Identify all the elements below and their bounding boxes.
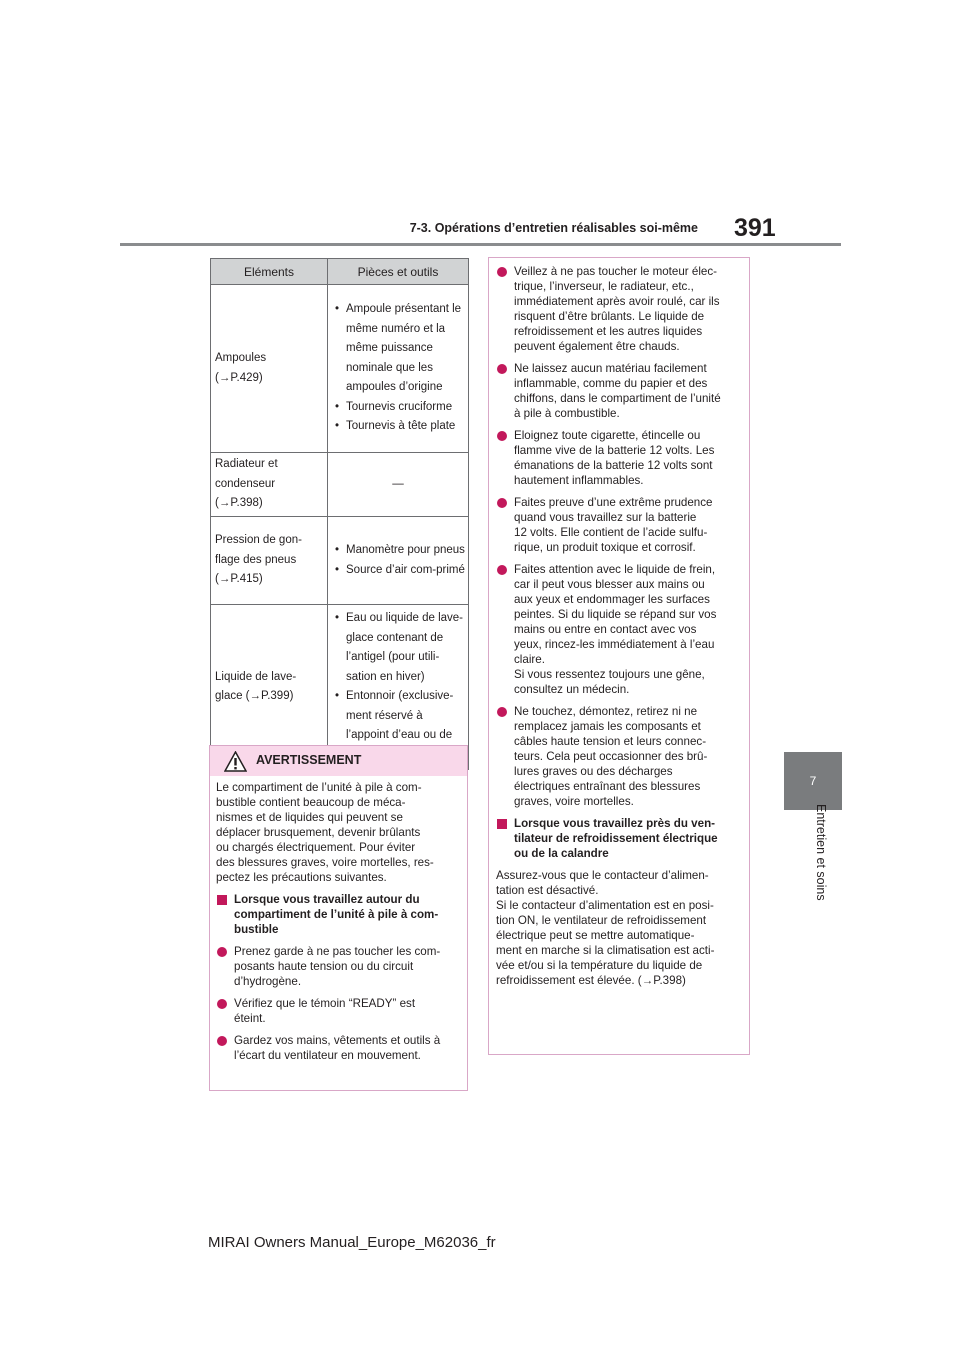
bullet-item: Vérifiez que le témoin “READY” est éteint. bbox=[216, 996, 461, 1026]
footer-text: MIRAI Owners Manual_Europe_M62036_fr bbox=[208, 1234, 496, 1251]
list-item: • Tournevis cruciforme bbox=[331, 398, 465, 418]
warning-body bbox=[216, 780, 461, 1070]
warning-title: AVERTISSEMENT bbox=[256, 753, 362, 767]
bullet-item: Ne touchez, démontez, retirez ni ne remplacez jamais les composants et câbles haute tension et leurs connec- teurs. Cela peut occasionner des brû- lures graves ou des décharges électriques entraînant des blessures graves, voire mortelles. bbox=[496, 704, 743, 809]
parts-table bbox=[210, 258, 469, 770]
table-header-tools: Pièces et outils bbox=[328, 259, 469, 285]
table-row bbox=[211, 453, 469, 517]
warning-continued-body bbox=[496, 264, 743, 995]
table-cell-tools bbox=[328, 453, 469, 517]
table-row bbox=[211, 285, 469, 453]
chapter-label: Entretien et soins bbox=[814, 804, 828, 901]
warning-intro: Le compartiment de l’unité à pile à com- bustible contient beaucoup de méca- nismes et de liquides qui peuvent se déplacer brusquement, devenir brûlants ou chargés électriquement. Pour éviter des blessures graves, voire mortelles, res- pectez les précautions suivantes. bbox=[216, 781, 434, 884]
list-item: • Tournevis à tête plate bbox=[331, 417, 465, 437]
bullet-item: Veillez à ne pas toucher le moteur élec- trique, l’inverseur, le radiateur, etc., immédiatement après avoir roulé, car ils risquent d’être brûlants. Le liquide de refroidissement et les autres liquides peuvent également être chauds. bbox=[496, 264, 743, 354]
paragraph: Assurez-vous que le contacteur d’alimen- tation est désactivé. Si le contacteur d’alimentation est en posi- tion ON, le ventilateur de refroidissement électrique peut se mettre automatique- ment en marche si la climatisation est acti- vée et/ou si la température du liquide de refroidissement est élevée. (→P.398) bbox=[496, 869, 715, 987]
table-cell-item: Radiateur et condenseur (→P.398) bbox=[211, 453, 328, 517]
warning-box bbox=[209, 745, 468, 1091]
warning-continued-box bbox=[488, 257, 750, 1055]
list-item: • Source d’air com-primé bbox=[331, 561, 465, 581]
list-item: • Entonnoir (exclusive-ment réservé à l’appoint d’eau ou de bbox=[331, 687, 465, 765]
bullet-item: Ne laissez aucun matériau facilement inflammable, comme du papier et des chiffons, dans le compartiment de l’unité à pile à combustible. bbox=[496, 361, 743, 421]
bullet-item: Gardez vos mains, vêtements et outils à l’écart du ventilateur en mouvement. bbox=[216, 1033, 461, 1063]
warning-header bbox=[210, 746, 467, 776]
bullet-item: Eloignez toute cigarette, étincelle ou flamme vive de la batterie 12 volts. Les émanations de la batterie 12 volts sont hautement inflammables. bbox=[496, 428, 743, 488]
section-heading: Lorsque vous travaillez autour du compartiment de l’unité à pile à com- bustible bbox=[216, 892, 461, 937]
bullet-item: Faites preuve d’une extrême prudence quand vous travaillez sur la batterie 12 volts. Elle contient de l’acide sulfu- rique, un produit toxique et corrosif. bbox=[496, 495, 743, 555]
header-rule bbox=[120, 243, 841, 246]
chapter-tab: 7 bbox=[784, 752, 842, 810]
table-row bbox=[211, 517, 469, 605]
table-cell-tools bbox=[328, 285, 469, 453]
section-heading: Lorsque vous travaillez près du ven- tilateur de refroidissement électrique ou de la calandre bbox=[496, 816, 743, 861]
warning-triangle-icon bbox=[224, 751, 247, 772]
table-header-items: Eléments bbox=[211, 259, 328, 285]
bullet-item: Prenez garde à ne pas toucher les com- posants haute tension ou du circuit d’hydrogène. bbox=[216, 944, 461, 989]
bullet-item: Faites attention avec le liquide de frein, car il peut vous blesser aux mains ou aux yeux et endommager les surfaces peintes. Si du liquide se répand sur vos mains ou entre en contact avec vos yeux, rincez-les immédiatement à l’eau claire. Si vous ressentez toujours une gêne, consultez un médecin. bbox=[496, 562, 743, 697]
list-item: • Eau ou liquide de lave-glace contenant de l’antigel (pour utili-sation en hiver) bbox=[331, 609, 465, 687]
page-number: 391 bbox=[734, 214, 776, 242]
section-title: 7-3. Opérations d’entretien réalisables soi-même bbox=[409, 221, 698, 235]
table-cell-item: Liquide de lave- glace (→P.399) bbox=[211, 605, 328, 770]
table-cell-tools bbox=[328, 517, 469, 605]
table-cell-item: Pression de gon- flage des pneus (→P.415) bbox=[211, 517, 328, 605]
empty-dash: — bbox=[392, 477, 404, 490]
table-cell-item: Ampoules (→P.429) bbox=[211, 285, 328, 453]
table-header-row bbox=[211, 259, 469, 285]
list-item: • Manomètre pour pneus bbox=[331, 541, 465, 561]
list-item: • Ampoule présentant le même numéro et la même puissance nominale que les ampoules d’origine bbox=[331, 300, 465, 398]
